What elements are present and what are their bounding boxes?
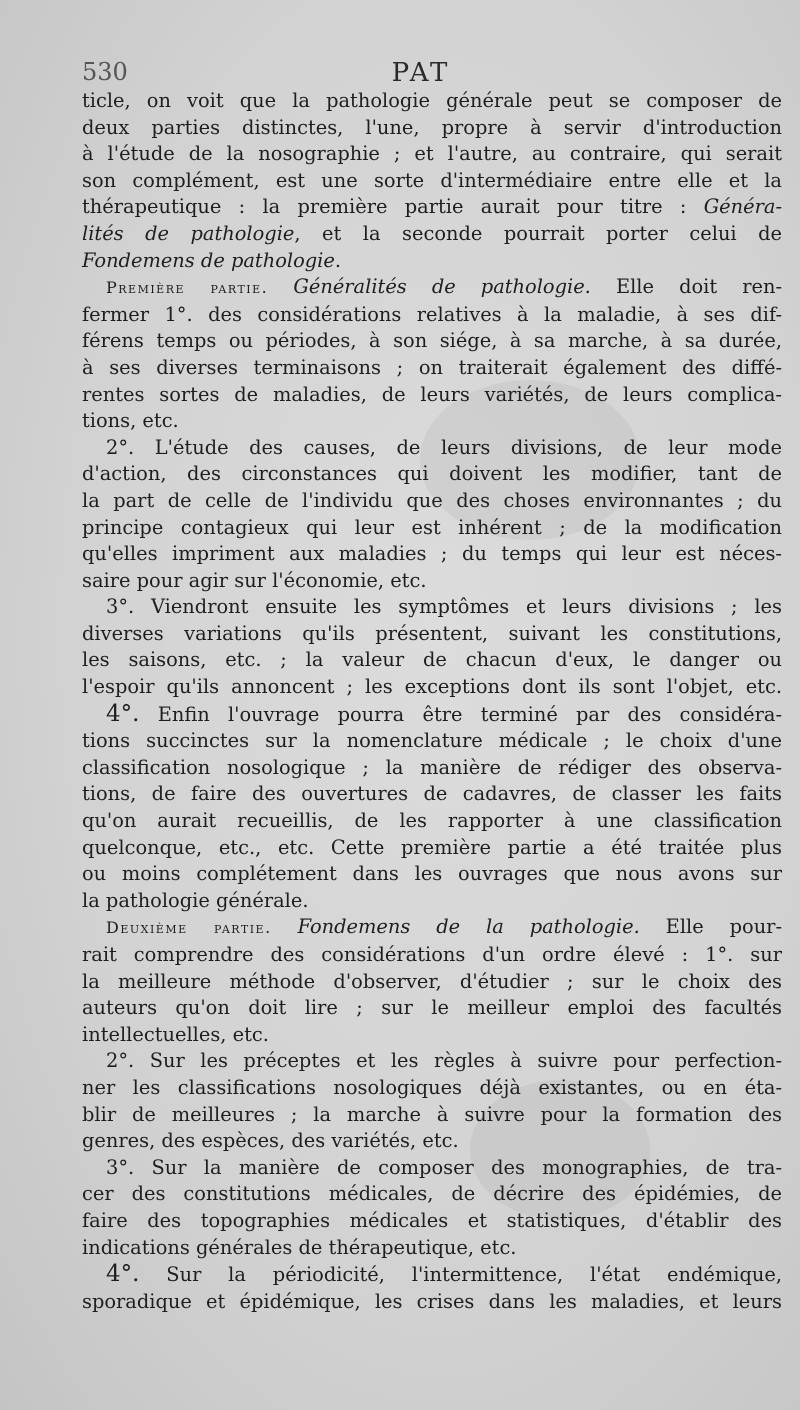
text-line: 3°. Viendront ensuite les symptômes et leurs divisions ; les: [106, 595, 782, 619]
text-line: [82, 221, 782, 248]
text-line: blir de meilleures ; la marche à suivre pour la formation des: [82, 1102, 782, 1126]
text-line: classification nosologique ; la manière de rédiger des observa-: [82, 755, 782, 779]
text-line: quelconque, etc., etc. Cette première partie a été traitée plus: [82, 835, 782, 859]
section-label: Première partie.: [106, 278, 269, 298]
text-line: 3°. Sur la manière de composer des monographies, de tra-: [106, 1155, 782, 1179]
text-line: ticle, on voit que la pathologie générale peut se composer de: [82, 89, 782, 112]
section-title: Généralités de pathologie.: [293, 275, 591, 299]
text-line: qu'elles impriment aux maladies ; du temps qui leur est néces-: [82, 542, 782, 566]
text-line: la part de celle de l'individu que des choses environnantes ; du: [82, 488, 782, 512]
text-run: Enfin l'ouvrage pourra être terminé par des considéra-: [157, 702, 782, 726]
text-line: principe contagieux qui leur est inhérent ; de la modification: [82, 515, 782, 539]
text-line: 2°. L'étude des causes, de leurs divisions, de leur mode: [106, 435, 782, 459]
text-line: tions succinctes sur la nomenclature médicale ; le choix d'une: [82, 729, 782, 753]
text-run: thérapeutique : la première partie aurait pour titre :: [82, 195, 687, 219]
text-line: diverses variations qu'ils présentent, suivant les constitutions,: [82, 621, 782, 645]
text-line: ner les classifications nosologiques déjà existantes, ou en éta-: [82, 1075, 782, 1099]
text-line: genres, des espèces, des variétés, etc.: [82, 1129, 459, 1153]
text-line: [82, 701, 782, 729]
text-line: rentes sortes de maladies, de leurs variétés, de leurs complica-: [82, 382, 782, 406]
text-run: Elle doit ren-: [615, 275, 783, 299]
text-line: sporadique et épidémique, les crises dans les maladies, et leurs: [82, 1289, 782, 1313]
text-line: [82, 194, 782, 221]
text-line: qu'on aurait recueillis, de les rapporter à une classification: [82, 809, 782, 833]
text-line: cer des constitutions médicales, de décrire des épidémies, de: [82, 1182, 782, 1206]
text-run: , et la seconde pourrait porter celui de: [294, 221, 783, 245]
text-line: tions, de faire des ouvertures de cadavres, de classer les faits: [82, 782, 782, 806]
text-line: saire pour agir sur l'économie, etc.: [82, 568, 427, 592]
text-line: faire des topographies médicales et statistiques, d'établir des: [82, 1208, 782, 1232]
text-line: l'espoir qu'ils annoncent ; les exceptions dont ils sont l'objet, etc.: [82, 675, 782, 699]
text-line: fermer 1°. des considérations relatives à la maladie, à ses dif-: [82, 302, 782, 326]
text-line: ou moins complétement dans les ouvrages que nous avons sur: [82, 862, 782, 886]
text-line: [82, 1261, 782, 1289]
text-line: indications générales de thérapeutique, etc.: [82, 1235, 517, 1259]
text-line: son complément, est une sorte d'intermédiaire entre elle et la: [82, 168, 782, 192]
text-line: deux parties distinctes, l'une, propre à servir d'introduction: [82, 115, 782, 139]
section-label: Deuxième partie.: [106, 918, 272, 938]
running-head: PAT: [391, 58, 451, 88]
text-run: Sur la périodicité, l'intermittence, l'état endémique,: [166, 1263, 782, 1287]
text-line: à l'étude de la nosographie ; et l'autre, au contraire, qui serait: [82, 142, 782, 166]
page-header: [82, 58, 760, 92]
text-line: 2°. Sur les préceptes et les règles à suivre pour perfection-: [106, 1049, 782, 1073]
text-line: intellectuelles, etc.: [82, 1022, 269, 1046]
page-body: [82, 88, 782, 1315]
italic-title: lités de pathologie: [82, 221, 295, 245]
item-number: 4°.: [106, 1261, 140, 1288]
text-line: rait comprendre des considérations d'un ordre élevé : 1°. sur: [82, 943, 782, 966]
text-line: la meilleure méthode d'observer, d'étudier ; sur le choix des: [82, 969, 782, 993]
text-line: les saisons, etc. ; la valeur de chacun d'eux, le danger ou: [82, 648, 782, 672]
text-line: tions, etc.: [82, 409, 179, 433]
text-line: [82, 914, 782, 942]
text-line: auteurs qu'on doit lire ; sur le meilleur emploi des facultés: [82, 996, 782, 1020]
page-number: 530: [82, 58, 128, 86]
item-number: 4°.: [106, 700, 140, 727]
italic-title: Généra-: [703, 195, 782, 219]
text-line: [82, 274, 782, 302]
text-line: d'action, des circonstances qui doivent les modifier, tant de: [82, 462, 782, 486]
text-line: [82, 248, 782, 275]
text-line: à ses diverses terminaisons ; on traiterait également des diffé-: [82, 355, 782, 379]
italic-title: Fondemens de pathologie: [82, 248, 335, 272]
text-line: férens temps ou périodes, à son siége, à sa marche, à sa durée,: [82, 329, 782, 353]
text-line: la pathologie générale.: [82, 888, 309, 912]
text-run: Elle pour-: [665, 915, 783, 939]
section-title: Fondemens de la pathologie.: [297, 915, 640, 939]
text-run: .: [334, 248, 342, 272]
